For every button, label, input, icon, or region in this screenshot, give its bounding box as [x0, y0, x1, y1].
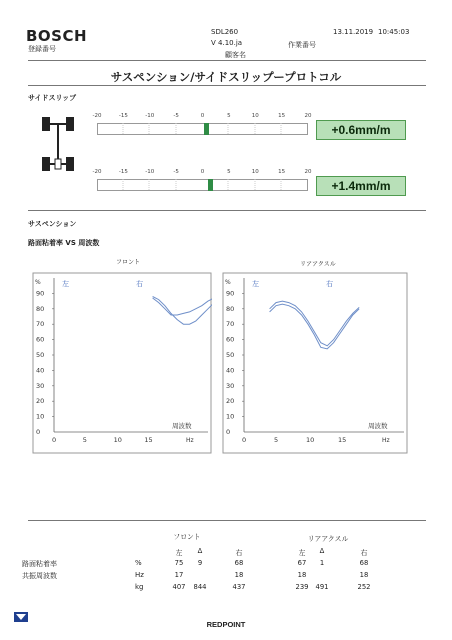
rear-scale-tick-label: -10 [145, 169, 155, 175]
front-scale-tick-label: 0 [200, 113, 205, 119]
suspension-subtitle: 路面粘着率 VS 周波数 [28, 239, 100, 247]
table-cell-rear-right: 18 [359, 571, 369, 579]
header-divider [28, 60, 426, 61]
row-label: 共振周波数 [22, 572, 57, 580]
page-title: サスペンション/サイドスリップープロトコル [110, 70, 342, 84]
front-scale-box [97, 123, 308, 135]
table-cell-rear-left: 239 [295, 583, 309, 591]
row-unit: % [135, 559, 142, 567]
rear-chart-title: リアアクスル [300, 261, 336, 268]
left-wheel-label: 左 [62, 280, 69, 288]
rear-scale-tick-label: 10 [251, 169, 259, 175]
table-cell-rear-right: 252 [357, 583, 371, 591]
rear-scale-tick-label: 15 [278, 169, 286, 175]
y-tick-label: 40 [36, 366, 45, 375]
right-wheel-label: 右 [136, 280, 143, 288]
table-cell-front-right: 68 [234, 559, 244, 567]
x-tick-label: 15 [338, 436, 347, 444]
table-cell-rear-left: 67 [297, 559, 307, 567]
y-tick-label: 80 [36, 304, 45, 313]
y-unit-label: % [35, 279, 41, 286]
y-tick-label: 70 [226, 320, 235, 329]
front-scale-tick-label: 5 [227, 113, 231, 119]
front-group-header: フロント [173, 533, 201, 541]
rear-scale-box [97, 179, 308, 191]
x-tick-label: 15 [144, 436, 153, 444]
date-label: 13.11.2019 [333, 28, 374, 36]
y-tick-label: 20 [36, 397, 45, 406]
rear-left-header: 左 [298, 549, 306, 557]
table-cell-front-right: 18 [234, 571, 244, 579]
rear-scale-tick-label: 20 [304, 169, 312, 175]
rear-scale-tick-label: -15 [118, 169, 128, 175]
front-scale-tick-label: -15 [118, 113, 128, 119]
table-cell-rear-left: 18 [297, 571, 307, 579]
time-label: 10:45:03 [378, 28, 410, 36]
x-tick-label: 10 [113, 436, 122, 444]
row-unit: kg [135, 583, 144, 591]
x-tick-label: 0 [242, 436, 247, 444]
y-tick-label: 70 [36, 320, 45, 329]
rear-slip-bar [208, 179, 213, 191]
front-scale-tick-label: -5 [173, 113, 179, 119]
left-wheel-label: 左 [252, 280, 259, 288]
registration-label: 登録番号 [28, 45, 56, 53]
rear-scale-tick-label: -20 [92, 169, 102, 175]
y-tick-label: 10 [36, 412, 45, 421]
front-slip-value: +0.6mm/m [316, 120, 406, 140]
model-label: SDL260 [211, 28, 239, 36]
side-slip-section-label: サイドスリップ [28, 94, 77, 102]
front-scale-tick-label: -20 [92, 113, 102, 119]
y-tick-label: 0 [226, 428, 231, 436]
y-tick-label: 30 [36, 381, 45, 390]
front-scale-tick-label: 15 [278, 113, 286, 119]
customer-label: 顧客名 [225, 51, 246, 59]
rear-scale-tick-label: 0 [200, 169, 205, 175]
front-adhesion-chart [32, 272, 212, 454]
table-divider [28, 520, 426, 521]
x-tick-label: 0 [52, 436, 57, 444]
rear-scale-tick-label: -5 [173, 169, 179, 175]
vehicle-axle-icon [38, 113, 86, 177]
x-tick-label: 5 [274, 436, 279, 444]
row-unit: Hz [135, 571, 144, 579]
work-number-label: 作業番号 [288, 41, 316, 49]
x-tick-label: 10 [306, 436, 315, 444]
version-label: V 4.10.ja [211, 39, 243, 47]
y-tick-label: 90 [36, 289, 45, 298]
y-tick-label: 10 [226, 412, 235, 421]
table-cell-front-left: 75 [174, 559, 184, 567]
right-wheel-label: 右 [326, 280, 333, 288]
table-cell-rear-delta: 1 [319, 559, 325, 567]
suspension-section-label: サスペンション [28, 220, 77, 228]
title-divider [28, 85, 426, 86]
table-cell-rear-delta: 491 [315, 583, 329, 591]
rear-slip-value: +1.4mm/m [316, 176, 406, 196]
y-tick-label: 30 [226, 381, 235, 390]
brand-logo: BOSCH [26, 27, 88, 45]
front-scale-gridlines [97, 123, 308, 135]
x-axis-label: 周波数 [368, 422, 388, 430]
x-unit-label: Hz [186, 437, 194, 444]
rear-scale-tick-label: 5 [227, 169, 231, 175]
y-unit-label: % [225, 279, 231, 286]
front-delta-header: Δ [197, 547, 203, 555]
rear-adhesion-chart [222, 272, 408, 454]
rear-delta-header: Δ [319, 547, 325, 555]
y-tick-label: 50 [226, 351, 235, 359]
rear-right-header: 右 [360, 549, 368, 557]
y-tick-label: 50 [36, 351, 45, 359]
rear-scale-gridlines [97, 179, 308, 191]
table-cell-front-left: 17 [174, 571, 184, 579]
table-cell-front-delta: 844 [193, 583, 207, 591]
footer-logo-text: REDPOINT [206, 620, 246, 629]
x-unit-label: Hz [382, 437, 390, 444]
front-slip-bar [204, 123, 209, 135]
table-cell-front-delta: 9 [197, 559, 203, 567]
x-axis-label: 周波数 [172, 422, 192, 430]
front-left-header: 左 [175, 549, 183, 557]
y-tick-label: 90 [226, 289, 235, 298]
front-chart-title: フロント [116, 259, 141, 266]
y-tick-label: 80 [226, 304, 235, 313]
y-tick-label: 40 [226, 366, 235, 375]
front-scale-tick-label: 20 [304, 113, 312, 119]
table-cell-front-right: 437 [232, 583, 246, 591]
y-tick-label: 20 [226, 397, 235, 406]
table-cell-rear-right: 68 [359, 559, 369, 567]
y-tick-label: 60 [36, 335, 45, 344]
slip-divider [28, 210, 426, 211]
front-right-header: 右 [235, 549, 243, 557]
front-scale-tick-label: 10 [251, 113, 259, 119]
table-cell-front-left: 407 [172, 583, 186, 591]
y-tick-label: 0 [36, 428, 41, 436]
y-tick-label: 60 [226, 335, 235, 344]
x-tick-label: 5 [82, 436, 87, 444]
front-scale-tick-label: -10 [145, 113, 155, 119]
rear-group-header: リアアクスル [307, 535, 349, 543]
row-label: 路面粘着率 [22, 560, 57, 568]
